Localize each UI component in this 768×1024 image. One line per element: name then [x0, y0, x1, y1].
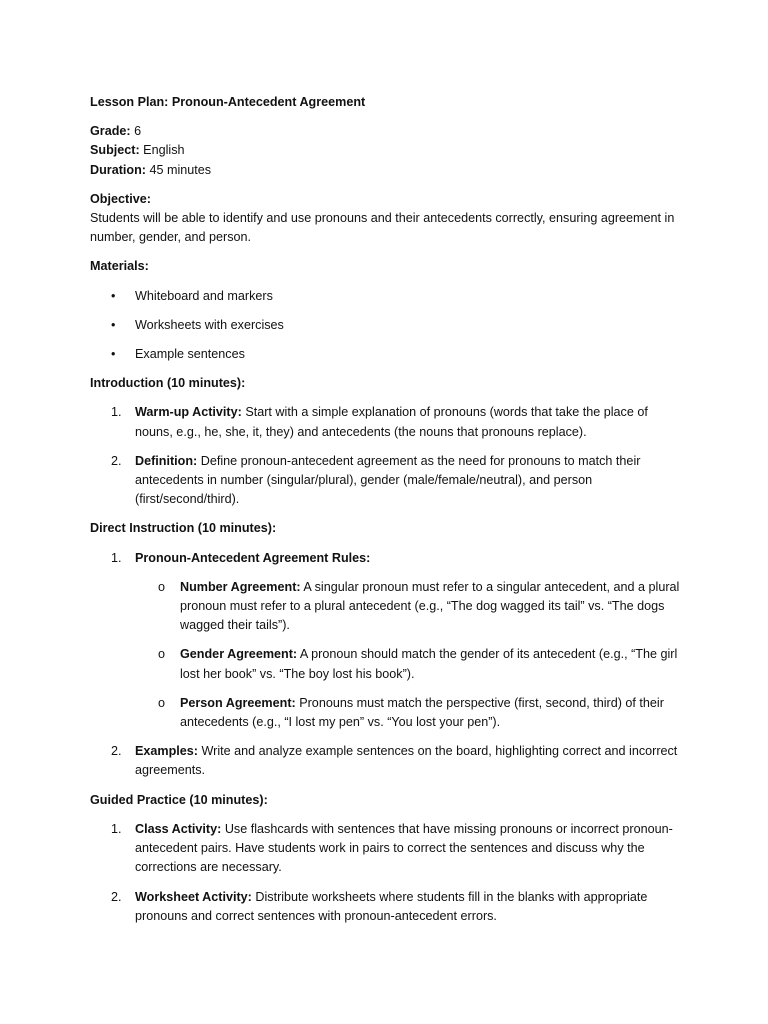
- sub-bullet-marker: o: [158, 579, 166, 594]
- guided-practice-heading: Guided Practice (10 minutes):: [90, 792, 268, 807]
- list-item: • Worksheets with exercises: [90, 316, 680, 335]
- materials-heading: Materials:: [90, 259, 149, 274]
- duration-label: Duration:: [90, 162, 146, 177]
- introduction-heading: Introduction (10 minutes):: [90, 376, 246, 391]
- list-item: 1. Warm-up Activity: Start with a simple explanation of pronouns (words that take the place of nouns, e.g., he, she, it, they) and antecedents (the nouns that pronouns replace).: [111, 405, 648, 439]
- objective-text: Students will be able to identify and use pronouns and their antecedents correctly, ensuring agreement in number, gender, and person.: [90, 211, 675, 245]
- list-item: o Gender Agreement: A pronoun should match the gender of its antecedent (e.g., “The girl lost her book” vs. “The boy lost his book”).: [158, 647, 678, 681]
- document-title: Lesson Plan: Pronoun-Antecedent Agreement: [90, 95, 366, 109]
- bullet-marker: •: [111, 317, 116, 332]
- duration-value: 45 minutes: [145, 162, 212, 177]
- grade-line: [90, 122, 680, 141]
- guided-practice-section: [90, 791, 680, 926]
- sub-bullet-marker: o: [158, 695, 166, 710]
- guided-practice-list: [90, 820, 680, 926]
- document-page: [90, 93, 680, 926]
- grade-label: Grade:: [90, 124, 131, 139]
- subject-value: English: [139, 143, 185, 158]
- direct-instruction-heading: Direct Instruction (10 minutes):: [90, 521, 277, 536]
- agreement-rules-list: [135, 578, 680, 732]
- introduction-list: [90, 403, 680, 509]
- sub-bullet-marker: o: [158, 647, 166, 662]
- objective-section: [90, 190, 680, 248]
- introduction-section: [90, 374, 680, 509]
- bullet-marker: •: [111, 288, 116, 303]
- lesson-meta: [90, 122, 680, 180]
- materials-section: [90, 257, 680, 364]
- direct-instruction-section: [90, 519, 680, 780]
- list-item: 1. Class Activity: Use flashcards with sentences that have missing pronouns or incorrect pronoun-antecedent pairs. Have students work in pairs to correct the sentences and discuss why the corrections are necessary.: [111, 821, 673, 875]
- duration-line: [90, 161, 680, 180]
- list-item: 1. Pronoun-Antecedent Agreement Rules: o Number Agreement: A singular pronoun must refer to a singular antecedent, and a plural pronoun must refer to a plural antecedent (e.g., “The dog wagged its tail” vs. “The dogs wagged their tails”). o Gender Agreement: A pronoun should match the gender of its antecedent (e.g., “The girl lost her book” vs. “The boy lost his book”). o Person Agreement: Pronouns must match the perspective (first, second, third) of their antecedents (e.g., “I lost my pen” vs. “You lost your pen”).: [90, 549, 680, 733]
- list-item: o Person Agreement: Pronouns must match the perspective (first, second, third) of their antecedents (e.g., “I lost my pen” vs. “You lost your pen”).: [158, 695, 664, 730]
- list-item: 2. Examples: Write and analyze example sentences on the board, highlighting correct and incorrect agreements.: [111, 744, 678, 778]
- objective-heading: Objective:: [90, 191, 151, 206]
- list-item: • Whiteboard and markers: [90, 287, 680, 306]
- list-item: 2. Worksheet Activity: Distribute worksheets where students fill in the blanks with appropriate pronouns and correct sentences with pronoun-antecedent errors.: [111, 889, 648, 923]
- subject-label: Subject:: [90, 143, 140, 158]
- materials-list: [90, 287, 680, 365]
- list-item: 2. Definition: Define pronoun-antecedent agreement as the need for pronouns to match their antecedents in number (singular/plural), gender (male/female/neutral), and person (first/second/third).: [111, 453, 641, 507]
- list-item: o Number Agreement: A singular pronoun must refer to a singular antecedent, and a plural pronoun must refer to a plural antecedent (e.g., “The dog wagged its tail” vs. “The dogs wagged their tails”).: [158, 579, 680, 633]
- subject-line: [90, 141, 680, 160]
- grade-value: 6: [130, 124, 142, 139]
- list-item: • Example sentences: [90, 345, 680, 364]
- direct-instruction-list: [90, 549, 680, 781]
- bullet-marker: •: [111, 347, 116, 362]
